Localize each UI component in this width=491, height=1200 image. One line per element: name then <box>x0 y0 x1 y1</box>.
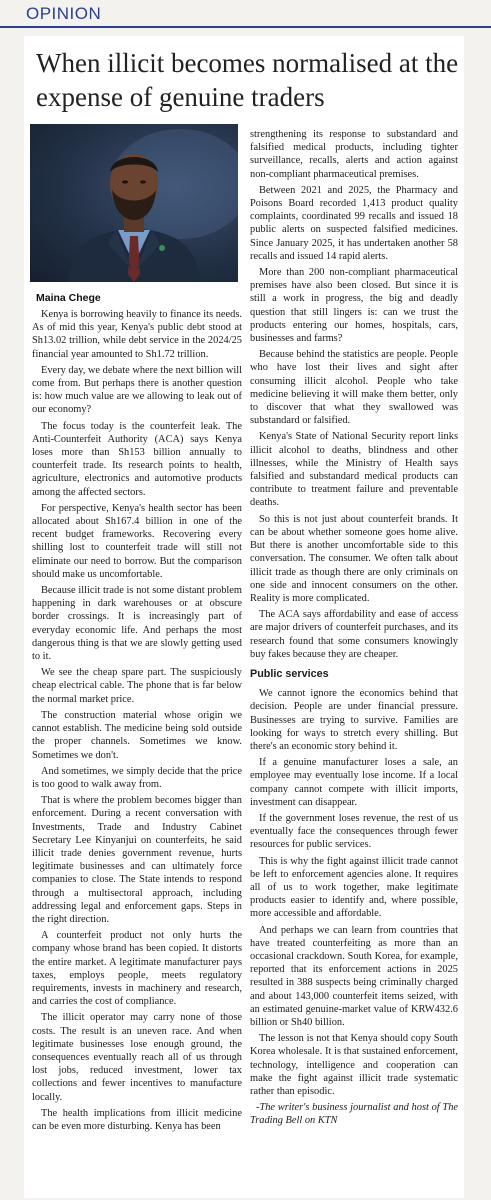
paragraph: This is why the fight against illicit trade cannot be left to enforcement agencies alone. It requires all of us to work together, make legitimate products easier to identify and, where possible, more accessible and affordable. <box>250 855 458 920</box>
article-column-right <box>250 128 458 1131</box>
paragraph: Kenya is borrowing heavily to finance its needs. As of mid this year, Kenya's public debt stood at Sh13.02 trillion, while debt service in the 2024/25 financial year amounted to Sh1.72 trillion. <box>32 309 242 360</box>
paragraph: Because behind the statistics are people. People who have lost their lives and sight after consuming illicit alcohol. People who take medicine believing it will make them better, only to discover that what they swallowed was substandard or falsified. <box>250 349 458 427</box>
paragraph: The construction material whose origin we cannot establish. The medicine being sold outside the proper channels. Sometimes we know. Sometimes we don't. <box>32 709 242 761</box>
paragraph: That is where the problem becomes bigger than enforcement. During a recent conversation with Investments, Trade and Industry Cabinet Secretary Lee Kinyanjui on counterfeits, he said illicit trade denies government revenue, hurts legitimate businesses and can ultimately force companies to close. The State intends to respond through a multisectoral approach, including addressing legal and enforcement gaps. Steps in the right direction. <box>32 795 242 925</box>
paragraph: A counterfeit product not only hurts the company whose brand has been copied. It distorts the entire market. A legitimate manufacturer pays taxes, employs people, meets regulatory requirements, invests in machinery and research, and carries the cost of compliance. <box>32 930 242 1008</box>
paragraph: We cannot ignore the economics behind that decision. People are under financial pressure. Businesses are trying to survive. Families are looking for ways to stretch every shilling. But there's an economic story behind it. <box>250 688 458 752</box>
paragraph: For perspective, Kenya's health sector has been allocated about Sh167.4 billion in one of the recent budget frameworks. Recovering every shilling lost to counterfeit trade will still not eliminate our need to borrow. But the comparison should make us uncomfortable. <box>32 502 242 580</box>
paragraph: More than 200 non-compliant pharmaceutical premises have also been closed. But since it is still a work in progress, the big and deadly question that still lingers is: can we trust the products entering our homes, hospitals, cars, businesses and farms? <box>250 267 458 345</box>
section-rule <box>0 26 491 28</box>
paragraph: The focus today is the counterfeit leak. The Anti-Counterfeit Authority (ACA) says Kenya loses more than Sh153 billion annually to counterfeit trade. Its research points to health, agriculture, electronics and automotive products among the affected sectors. <box>32 420 242 498</box>
author-signature: -The writer's business journalist and host of The Trading Bell on KTN <box>250 1102 458 1127</box>
paragraph: If the government loses revenue, the rest of us eventually face the consequences through fewer resources for public services. <box>250 812 458 851</box>
paragraph: We see the cheap spare part. The suspiciously cheap electrical cable. The phone that is far below the normal market price. <box>32 667 242 705</box>
author-byline: Maina Chege <box>36 292 101 304</box>
paragraph: If a genuine manufacturer loses a sale, an employee may eventually lose income. If a local company cannot compete with illicit imports, investment can disappear. <box>250 757 458 808</box>
paragraph: The ACA says affordability and ease of access are major drivers of counterfeit purchases, and its research found that some consumers knowingly buy fakes because they are cheaper. <box>250 609 458 660</box>
paragraph: Because illicit trade is not some distant problem happening in dark warehouses or at obscure border crossings. It is increasingly part of everyday economic life. And perhaps the most dangerous thing is that we are slowly getting used to it. <box>32 585 242 663</box>
article-column-left <box>32 308 242 1136</box>
section-label: OPINION <box>26 4 102 23</box>
paragraph: The illicit operator may carry none of those costs. The result is an uneven race. And when legitimate businesses lose enough ground, the consequences eventually reach all of us through lost jobs, reduced investment, lower tax collections and fewer incentives to manufacture locally. <box>32 1012 242 1103</box>
paragraph: Kenya's State of National Security report links illicit alcohol to deaths, blindness and other illnesses, while the Ministry of Health says falsified and substandard medical products can contribute to treatment failure and preventable deaths. <box>250 431 458 509</box>
paragraph: The health implications from illicit medicine can be even more disturbing. Kenya has been <box>32 1107 242 1132</box>
paragraph: Every day, we debate where the next billion will come from. But perhaps there is another question is: how much value are we allowing to leak out of our economy? <box>32 364 243 416</box>
paragraph: strengthening its response to substandard and falsified medical products, including tighter surveillance, recalls, alerts and action against non-compliant pharmaceutical premises. <box>250 129 458 180</box>
paragraph: And sometimes, we simply decide that the price is too good to walk away from. <box>32 765 242 790</box>
paragraph: The lesson is not that Kenya should copy South Korea wholesale. It is that sustained enforcement, technology, intelligence and cooperation can make the fight against illicit trade systematic rather than episodic. <box>250 1033 458 1098</box>
paragraph: Between 2021 and 2025, the Pharmacy and Poisons Board recorded 1,413 product quality complaints, coordinated 99 recalls and issued 18 public alerts on suspected falsified medicines. Since January 2025, it has undertaken another 58 recalls and issued 14 rapid alerts. <box>250 184 458 262</box>
paragraph: So this is not just about counterfeit brands. It can be about whether someone goes home alive. But there is another uncomfortable side to this conversation. The consumer. We often talk about illicit trade as though there are only criminals on one side and innocent consumers on the other. Reality is more complicated. <box>250 513 458 604</box>
paragraph: And perhaps we can learn from countries that have treated counterfeiting as more than an occasional crackdown. South Korea, for example, reported that its enforcement actions in 2025 resulted in 388 suspects being criminally charged and about 143,000 counterfeit items seized, with an estimated genuine-market value of KRW432.6 billion or Sh40 billion. <box>250 924 458 1028</box>
author-photo <box>30 124 238 282</box>
subheading: Public services <box>250 667 329 680</box>
article-headline: When illicit becomes normalised at the expense of genuine traders <box>36 48 459 112</box>
